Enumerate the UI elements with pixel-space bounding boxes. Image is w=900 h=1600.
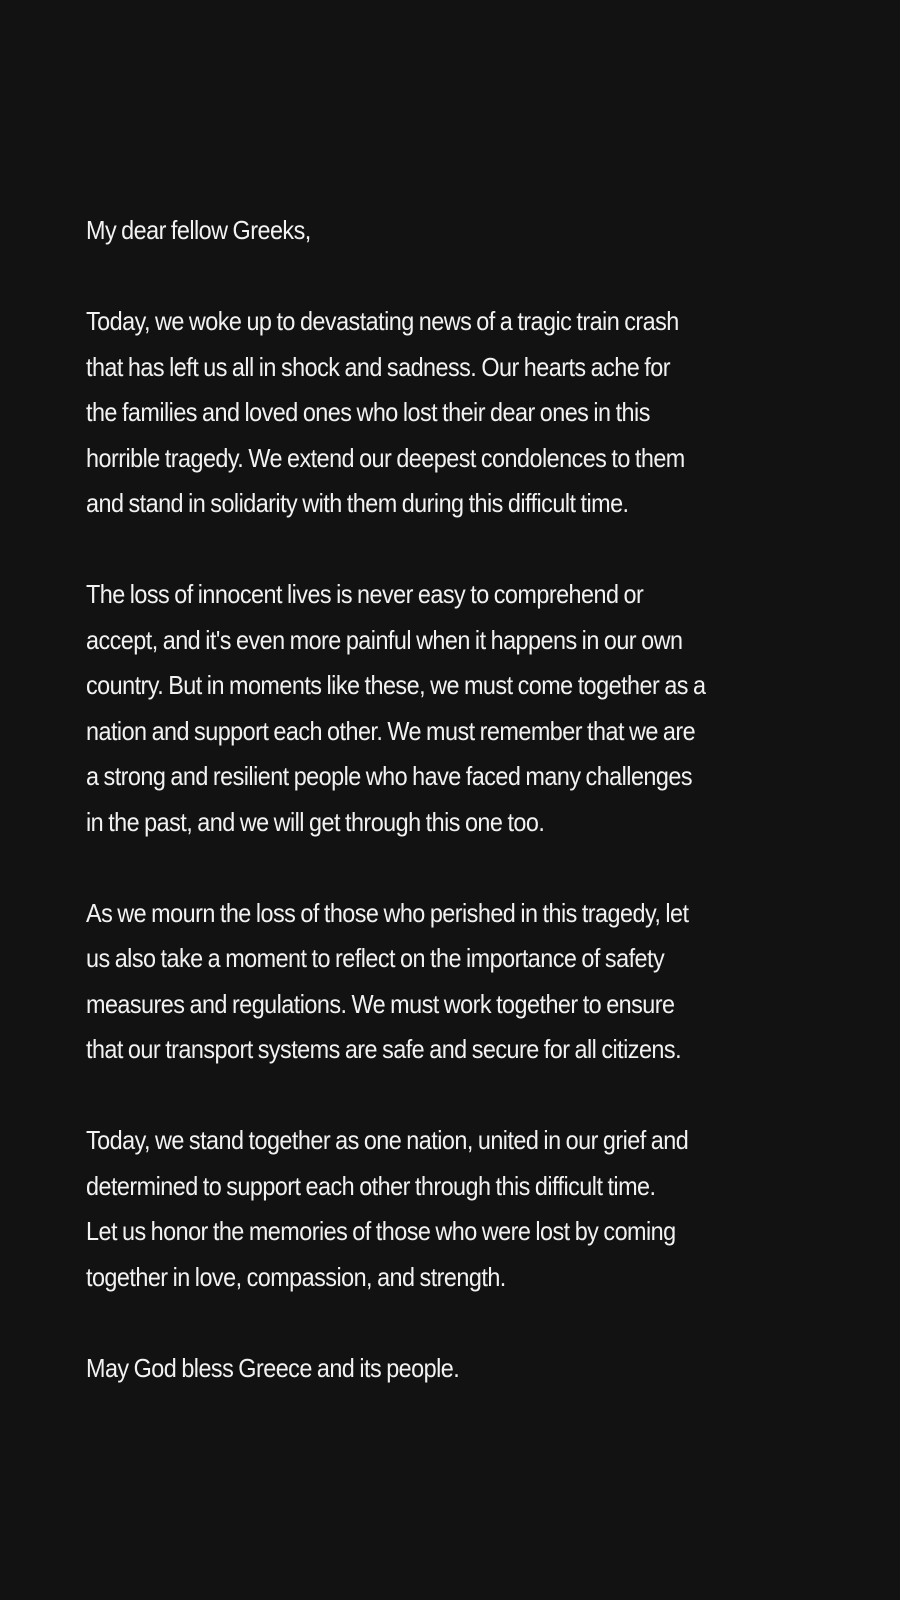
- paragraph-line: that has left us all in shock and sadness. Our hearts ache for: [86, 351, 670, 382]
- paragraph-line: horrible tragedy. We extend our deepest condolences to them: [86, 442, 685, 473]
- paragraph-line: country. But in moments like these, we must come together as a: [86, 670, 706, 700]
- paragraph-line: in the past, and we will get through this one too.: [86, 806, 545, 837]
- paragraph-line: accept, and it's even more painful when it happens in our own: [86, 624, 683, 655]
- letter-text: [86, 208, 806, 1391]
- paragraph-line: and stand in solidarity with them during this difficult time.: [86, 488, 629, 518]
- paragraph-line: Today, we woke up to devastating news of a tragic train crash: [86, 306, 679, 336]
- paragraph-line: Today, we stand together as one nation, united in our grief and: [86, 1125, 689, 1155]
- paragraph-line: As we mourn the loss of those who perished in this tragedy, let: [86, 897, 689, 928]
- paragraph-3: [86, 891, 806, 1073]
- paragraph-gap: [86, 1073, 806, 1119]
- paragraph-4: [86, 1118, 806, 1300]
- paragraph-gap: [86, 845, 806, 891]
- paragraph-line: The loss of innocent lives is never easy to comprehend or: [86, 579, 644, 609]
- paragraph-2: [86, 572, 806, 845]
- paragraph-line: Let us honor the memories of those who were lost by coming: [86, 1216, 676, 1246]
- letter-closing: May God bless Greece and its people.: [86, 1352, 460, 1383]
- paragraph-line: nation and support each other. We must remember that we are: [86, 715, 696, 746]
- letter-greeting: My dear fellow Greeks,: [86, 215, 311, 245]
- paragraph-line: that our transport systems are safe and secure for all citizens.: [86, 1034, 682, 1064]
- paragraph-line: us also take a moment to reflect on the importance of safety: [86, 943, 665, 973]
- paragraph-1: [86, 299, 806, 527]
- paragraph-gap: [86, 527, 806, 573]
- paragraph-line: measures and regulations. We must work together to ensure: [86, 988, 675, 1019]
- paragraph-gap: [86, 1300, 806, 1346]
- paragraph-line: a strong and resilient people who have faced many challenges: [86, 761, 693, 791]
- paragraph-gap: [86, 254, 806, 300]
- paragraph-line: the families and loved ones who lost their dear ones in this: [86, 397, 650, 427]
- paragraph-line: together in love, compassion, and strength.: [86, 1261, 506, 1292]
- paragraph-line: determined to support each other through this difficult time.: [86, 1170, 656, 1201]
